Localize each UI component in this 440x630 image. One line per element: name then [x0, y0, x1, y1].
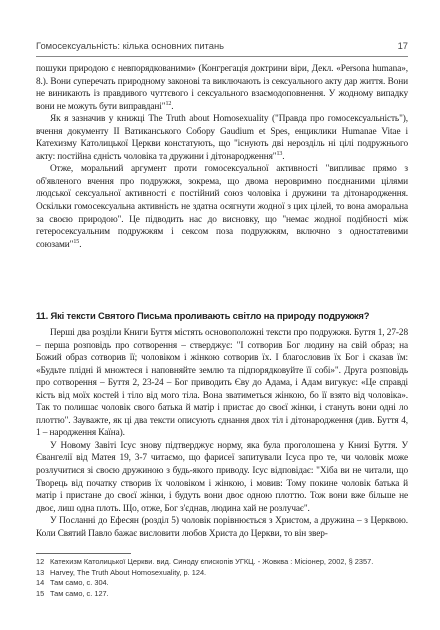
intro-text: [36, 63, 408, 251]
paragraph: У Посланні до Ефесян (розділ 5) чоловік порівнюється з Христом, а дружина – з Церквою. Коли Святий Павло бажає висловити любов Христа до Церкви, то він звер-: [36, 516, 408, 539]
footnote-number: 15: [36, 588, 45, 598]
footnote-number: 13: [36, 567, 45, 577]
footnote-divider: [36, 553, 131, 554]
footnote-number: 14: [36, 578, 45, 588]
section-text: [36, 327, 408, 540]
footnote-ref: 12: [165, 100, 172, 107]
paragraph: Отже, моральний аргумент проти гомосексуальної активності "випливає прямо з об'явленого вчення про подружжя, зокрема, що двома неровримно поєднаними цілями людської сексуальної активності є постійний союз чоловіка і дружини та дітонародження. Оскільки гомосексуальна активність не здатна осягнути жодної з цих цілей, то вона аморальна за своєю природою". Це підводить нас до висновку, що "немає жодної подібності між гетеросексуальним подружжям і сексом поза подружжям, включно з одностатевими союзами"$^{15}$.: [36, 164, 408, 250]
footnote: [36, 589, 408, 600]
paragraph: Перші два розділи Книги Буття містять основоположні тексти про подружжя. Буття 1, 27-28 – перша розповідь про сотворення – стверджує: "І сотворив Бог людину на свій образ; на Божий образ сотворив її; чоловіком і жінкою сотворив їх. І благословив їх Бог і сказав їм: «Будьте плідні й множтеся і наповняйте землю та підпорядковуйте її собі»". Друга розповідь про сотворення – Буття 2, 23-24 – Бог приводить Єву до Адама, і Адам вигукує: «Це справді кість від моїх костей і тіло від мого тіла. Вона зватиметься жінкою, бо її взято від чоловіка». Так то полишає чоловік свого батька й матір і пристає до своєї жінки, і стануть вони одні ло плоттю". Зауважте, як ці два тексти описують єднання двох тіл і дітонародження (див. Буття 4, 1 – народження Каїна).: [36, 328, 408, 439]
footnote-text: Там само, с. 127.: [50, 588, 109, 598]
footnote-number: 12: [36, 557, 45, 566]
paragraph: У Новому Завіті Ісус знову підтверджує норму, яка була проголошена у Книзі Буття. У Євангелії від Матея 19, 3-7 читаємо, що фарисеї запитували Ісуса про те, чи чоловік може розлучитися зі своєю дружиною з будь-якого приводу. Ісус відповідає: "Хіба ви не читали, що Творець від початку створив їх чоловіком і жінкою, і мовив: Тому покине чоловік батька й матір і пристане до своєї жінки, і будуть вони двоє одною плоттю. Тож вони вже більше не двоє, лиш одна плоть. Що, отже, Бог з'єднав, людина хай не розлучає".: [36, 440, 408, 514]
footnote-text: Катехизм Католицької Церкви. вид. Синоду єпископів УГКЦ. - Жовква : Місіонер, 2002, § 2357.: [50, 557, 374, 566]
header-divider: [36, 56, 408, 57]
page-number: 17: [397, 40, 408, 51]
section-heading: 11. Які тексти Святого Письма проливають світло на природу подружжя?: [36, 310, 370, 321]
footnote-text: Там само, с. 304.: [50, 578, 109, 588]
footnote-text: Harvey, The Truth About Homosexuality, p. 124.: [50, 567, 207, 577]
footnote: [36, 578, 408, 589]
running-header: [36, 40, 408, 51]
footnotes: [36, 557, 408, 599]
paragraph: пошуки природою є невпорядкованими» (Конгрегація доктрини віри, Декл. «Persona humana», 8.). Вони суперечать природному законові та виключають із сексуального акту дар життя. Вони не виникають із правдивого чуттєвого і сексуального взаємодоповнення. У жодному випадку вони не можуть бути виправдані"$^{12}$.: [36, 64, 408, 112]
paragraph: Як я зазначив у книжці The Truth about Homosexuality ("Правда про гомосексуальність"), вчення документу II Ватиканського Собору Gaudium et Spes, енциклики Humanae Vitae і Катехизму Католицької Церкви констатують, що "існують дві нерозділь ні цілі подружнього акту: постійна єдність чоловіка та дружини і дітонародження"$^{13}$.: [36, 114, 408, 162]
running-header-title: Гомосексуальність: кілька основних питань: [36, 40, 225, 51]
footnote: [36, 568, 408, 579]
footnote-ref: 15: [73, 238, 80, 245]
footnote: [36, 557, 408, 568]
footnote-ref: 13: [276, 150, 283, 157]
